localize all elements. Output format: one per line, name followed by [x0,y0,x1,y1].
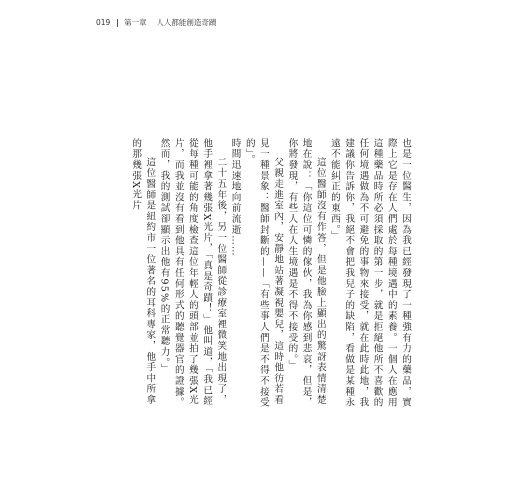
chapter-title: 人人都能創造奇蹟 [156,18,217,27]
page-number: 019 [96,18,111,27]
body-text [92,138,412,414]
paragraph: 父親走進室內，安靜地站著凝視嬰兒，這時他彷若看見一種景象：醫師封斷的——「有些事人們是不得不接受的」。 [243,138,284,408]
paragraph: 這位醫師是紐約市一位著名的耳科專家，他手中所拿的那幾張X光片 [130,138,156,406]
paragraph: 這位醫師沒有作答，但是他臉上顯出的驚訝表情清楚地在說：「你這位可憐的傢伙，我為你感到悲哀，但是，你將發現，有些人在人生境遇是不得不接受的。」 [286,138,326,408]
header-divider [117,19,118,27]
paragraph: 也是一位醫生，因為我已經發現了一種強有力的藥品，實際上它是存在人們處於每種境遇中的素養。一個人在應用這種藥品時所必須採取的第一步，就是拒絕他所不喜歡的任何境遇做為不可避免的事物來接受，就在此時此地，我建議你告訴你，我絕不會把我兒子的缺陷，看做是某種永遠不能糾正的東西。」 [328,138,411,408]
paragraph: 二十五年後，另一位醫師從診療室裡微笑地出現了，他手裡拿著幾張X光片，「真是奇蹟！」他叫道，「我已經從每種可能的角度檢查這位年輕人的頭部並拍了幾張X光片，而我並沒有看到他具有任何形式的聽覺器官的證據。然而，我的測試卻顯示出他有95%的正常聽力。」 [158,138,227,408]
running-header [96,17,216,29]
chapter-label: 第一章 [124,18,147,27]
paragraph: 時間迅速地向前流逝…… [229,138,241,257]
